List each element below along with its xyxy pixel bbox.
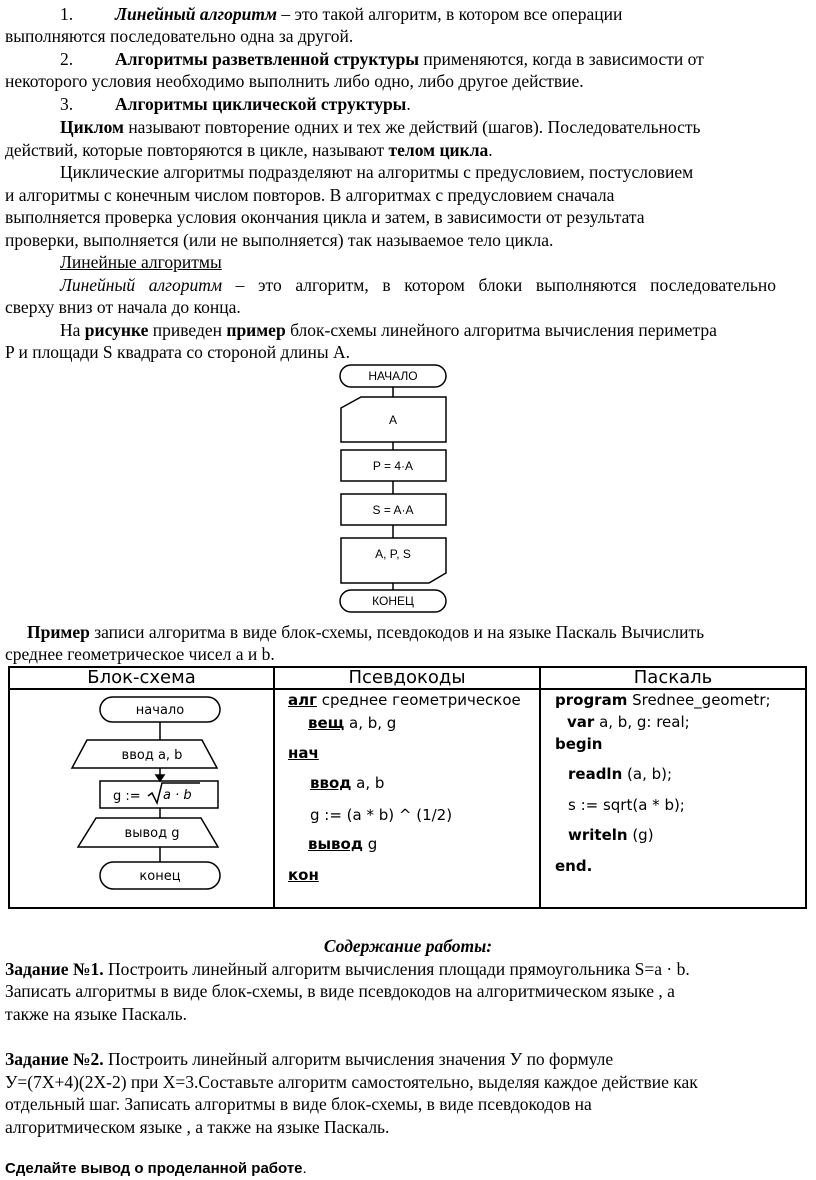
end-label: КОНЕЦ (372, 594, 414, 608)
text-line: Циклические алгоритмы подразделяют на алгоритмы с предусловием, постусловием (60, 162, 694, 182)
text: блок-схемы линейного алгоритма вычисления периметра (285, 320, 717, 340)
keyword: readln (568, 765, 623, 783)
output-label: A, P, S (375, 547, 411, 561)
keyword: вывод (308, 835, 363, 853)
term-linear: Линейный алгоритм (60, 275, 222, 295)
keyword: end. (555, 857, 593, 875)
task1-label: Задание №1. (5, 959, 104, 979)
calc-radicand: a · b (163, 788, 192, 803)
text: a, b, g: real; (594, 713, 690, 731)
conclusion-line (5, 1158, 776, 1180)
pascal-line-begin (555, 735, 602, 753)
keyword: program (555, 691, 628, 709)
pseudo-line-alg (288, 691, 521, 709)
text: a, b (351, 774, 385, 792)
input-label-2: ввод a, b (121, 748, 183, 763)
text: Построить линейный алгоритм вычисления площади прямоугольника S=a · b. (103, 959, 690, 979)
keyword: ввод (310, 774, 352, 792)
text: среднее геометрическое (316, 691, 521, 709)
task1-line2: Записать алгоритмы в виде блок-схемы, в виде псевдокодов на алгоритмическом языке , а (5, 981, 675, 1001)
text-line: проверки, выполняется (или не выполняется) так называемое тело цикла. (5, 230, 554, 250)
output-label-2: вывод g (124, 826, 180, 841)
task1-line1 (5, 958, 776, 980)
start-label: НАЧАЛО (368, 369, 418, 383)
list-number: 1. (60, 4, 74, 24)
pseudo-line-nach (288, 744, 319, 762)
end-label-2: конец (139, 869, 181, 884)
header-pseudocode: Псевдокоды (274, 667, 540, 689)
pseudo-line-kon (288, 866, 319, 884)
term-example: Пример (27, 622, 90, 642)
text-line: выполняется проверка условия окончания цикла и затем, в зависимости от результата (5, 207, 645, 227)
text: (g) (627, 826, 654, 844)
keyword: алг (288, 691, 317, 709)
text-line: и алгоритмы с конечным числом повторов. В алгоритмах с предусловием сначала (5, 185, 615, 205)
keyword: нач (288, 744, 319, 762)
pseudo-line-vvod (310, 774, 384, 792)
pseudo-line-assign: g := (a * b) ^ (1/2) (310, 806, 453, 824)
calc-prefix: g := (113, 789, 141, 804)
start-label-2: начало (135, 703, 185, 718)
task2-line2: У=(7Х+4)(2Х-2) при Х=3.Составьте алгоритм самостоятельно, выделяя каждое действие как (5, 1072, 698, 1092)
keyword: вещ (308, 714, 345, 732)
keyword: writeln (568, 826, 628, 844)
pseudo-line-vesh (308, 714, 396, 732)
header-pascal: Паскаль (540, 667, 806, 689)
pascal-line-writeln (568, 826, 654, 844)
task2-line1 (5, 1048, 776, 1070)
header-flowchart: Блок-схема (9, 667, 274, 689)
term-cyclic: Алгоритмы циклической структуры (115, 94, 407, 114)
task1-line3: также на языке Паскаль. (5, 1004, 187, 1024)
text: Srednee_geometr; (627, 691, 771, 709)
pseudo-line-vyvod (308, 835, 377, 853)
pascal-line-var (567, 713, 690, 731)
term-loop-body: телом цикла (388, 140, 489, 160)
list-number: 3. (60, 94, 74, 114)
text-line: сверху вниз от начала до конца. (5, 297, 241, 317)
text-line: среднее геометрическое чисел a и b. (5, 644, 275, 664)
keyword: кон (288, 866, 319, 884)
term-linear-algorithm: Линейный алгоритм (115, 4, 277, 24)
text: – это алгоритм, в котором блоки выполняются последовательно (222, 275, 776, 295)
pascal-line-end (555, 857, 592, 875)
text-line: выполняются последовательно одна за другой. (5, 26, 354, 46)
keyword: var (567, 713, 595, 731)
text: . (488, 140, 493, 160)
pascal-line-sqrt: s := sqrt(a * b); (568, 796, 685, 814)
text: рисунке (84, 320, 149, 340)
text: (a, b); (622, 765, 673, 783)
task2-line4: алгоритмическом языке , а также на языке Паскаль. (5, 1117, 390, 1137)
keyword: begin (555, 735, 603, 753)
text: действий, которые повторяются в цикле, называют (5, 140, 389, 160)
text-line: P и площади S квадрата со стороной длины A. (5, 342, 351, 362)
text: Построить линейный алгоритм вычисления значения У по формуле (103, 1049, 614, 1069)
text: a, b, g (344, 714, 397, 732)
term-cycle: Циклом (60, 117, 124, 137)
list-number: 2. (60, 49, 74, 69)
pascal-line-readln (568, 765, 672, 783)
text: пример (226, 320, 286, 340)
input-label: A (388, 413, 398, 427)
text: . (302, 1160, 307, 1177)
text: применяются, когда в зависимости от (419, 49, 704, 69)
text: – это такой алгоритм, в котором все операции (276, 4, 623, 24)
text: называют повторение одних и тех же действий (шагов). Последовательность (123, 117, 701, 137)
step1-label: P = 4·A (372, 459, 414, 473)
task2-line3: отдельный шаг. Записать алгоритмы в виде блок-схемы, в виде псевдокодов на (5, 1094, 592, 1114)
section-heading-linear: Линейные алгоритмы (60, 252, 222, 272)
conclusion-text: Сделайте вывод о проделанной работе (5, 1160, 303, 1177)
text: На (60, 320, 85, 340)
pascal-line-program (555, 691, 771, 709)
text: записи алгоритма в виде блок-схемы, псевдокодов и на языке Паскаль Вычислить (89, 622, 705, 642)
work-content-heading (0, 935, 816, 957)
heading-text: Содержание работы: (323, 936, 493, 956)
text-line: некоторого условия необходимо выполнить либо одно, либо другое действие. (5, 71, 584, 91)
term-branching: Алгоритмы разветвленной структуры (115, 49, 420, 69)
text: . (406, 94, 411, 114)
text: приведен (148, 320, 227, 340)
step2-label: S = A·A (372, 503, 414, 517)
task2-label: Задание №2. (5, 1049, 104, 1069)
text: g (362, 835, 378, 853)
